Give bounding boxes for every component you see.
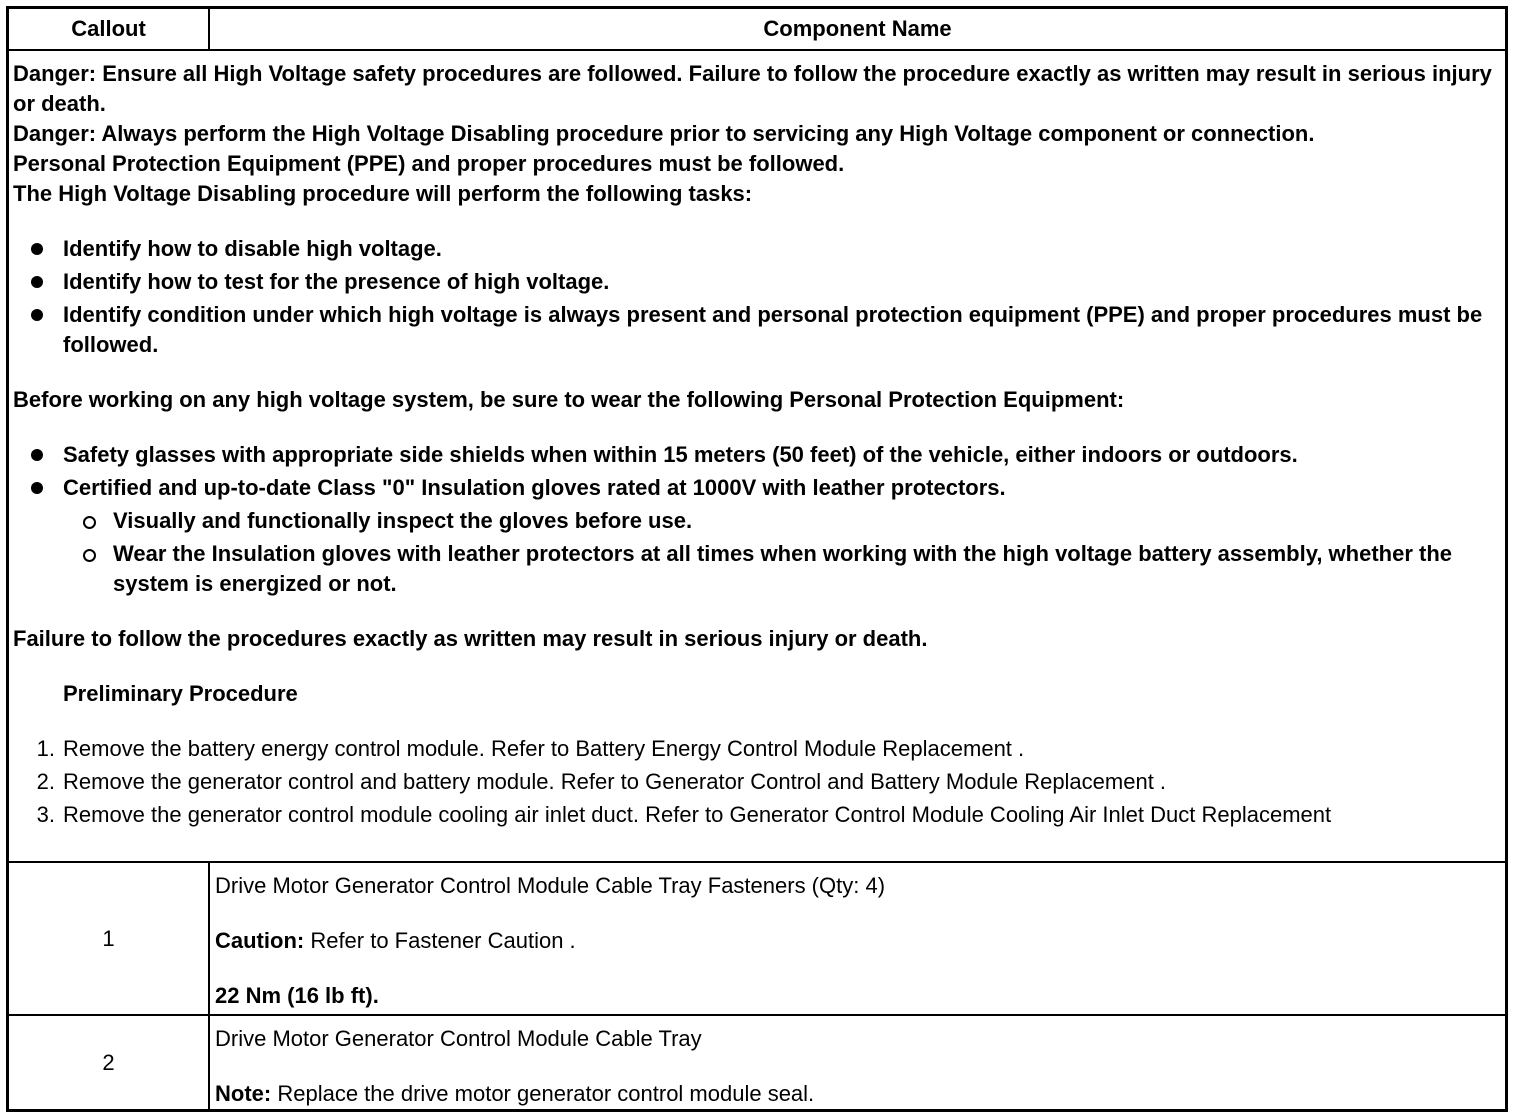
list-item: Visually and functionally inspect the gloves before use. [13,506,1505,536]
bullet-icon [31,309,43,321]
hollow-bullet-icon [83,549,96,562]
component-table [6,6,1508,1112]
list-item: Safety glasses with appropriate side shields when within 15 meters (50 feet) of the vehicle, either indoors or outdoors. [13,440,1505,470]
list-item: Certified and up-to-date Class "0" Insulation gloves rated at 1000V with leather protectors. Visually and functionally inspect the gloves before use. Wear the Insulation gloves with leather protectors at all times when working with the high voltage battery assembly, whether the system is energized or not. [13,473,1505,599]
callout-header: Callout [71,16,146,41]
list-item: Wear the Insulation gloves with leather protectors at all times when working with the high voltage battery assembly, whether the system is energized or not. [13,539,1505,599]
list-item: Identify how to test for the presence of high voltage. [13,267,1505,297]
component-name: Drive Motor Generator Control Module Cable Tray [215,1026,702,1051]
glove-sublist [63,506,1505,599]
step-item: 3. Remove the generator control module cooling air inlet duct. Refer to Generator Control Module Cooling Air Inlet Duct Replacement [36,802,1332,827]
procedure-steps [13,734,1505,830]
danger-warning-2: Danger: Always perform the High Voltage Disabling procedure prior to servicing any High Voltage component or connection. [13,121,1315,146]
callout-number: 1 [102,926,115,951]
bullet-icon [31,276,43,288]
table-header [9,9,1505,51]
ppe-intro: Before working on any high voltage system, be sure to wear the following Personal Protection Equipment: [13,387,1125,412]
task-list [13,234,1505,360]
tasks-intro: The High Voltage Disabling procedure will perform the following tasks: [13,181,753,206]
ppe-list [13,440,1505,599]
note: Note: Replace the drive motor generator control module seal. [215,1081,815,1106]
table-row [9,863,1505,1016]
safety-section [9,51,1505,863]
failure-warning: Failure to follow the procedures exactly as written may result in serious injury or death. [13,626,928,651]
step-item: 1. Remove the battery energy control module. Refer to Battery Energy Control Module Replacement . [36,736,1025,761]
table-row [9,1016,1505,1109]
component-description [215,1024,1499,1109]
column-divider [208,9,210,51]
bullet-icon [31,482,43,494]
caution-note: Caution: Refer to Fastener Caution . [215,928,576,953]
component-description [215,871,1499,1011]
callout-number: 2 [102,1050,115,1075]
component-name-header: Component Name [763,16,952,41]
preliminary-procedure-title: Preliminary Procedure [63,681,298,706]
column-divider [208,863,210,1016]
step-item: 2. Remove the generator control and battery module. Refer to Generator Control and Battery Module Replacement . [36,769,1167,794]
bullet-icon [31,243,43,255]
component-name: Drive Motor Generator Control Module Cable Tray Fasteners (Qty: 4) [215,873,886,898]
bullet-icon [31,449,43,461]
hollow-bullet-icon [83,516,96,529]
danger-warning-1: Danger: Ensure all High Voltage safety procedures are followed. Failure to follow the procedure exactly as written may result in serious injury or death. [13,61,1492,116]
torque-spec: 22 Nm (16 lb ft). [215,983,379,1008]
list-item: Identify condition under which high voltage is always present and personal protection equipment (PPE) and proper procedures must be followed. [13,300,1505,360]
list-item: Identify how to disable high voltage. [13,234,1505,264]
ppe-requirement: Personal Protection Equipment (PPE) and proper procedures must be followed. [13,151,845,176]
column-divider [208,1016,210,1109]
